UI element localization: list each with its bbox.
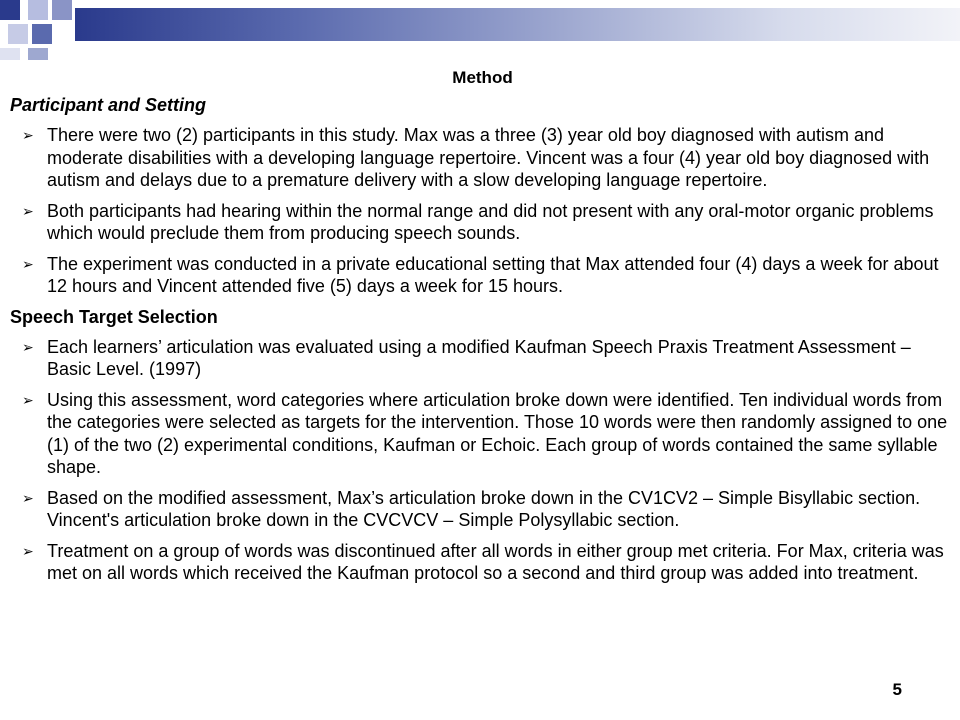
slide-content: [10, 68, 955, 593]
bullet-text: Based on the modified assessment, Max’s articulation broke down in the CV1CV2 – Simple Bisyllabic section. Vincent's articulation broke down in the CVCVCV – Simple Polysyllabic section.: [47, 487, 921, 530]
section-heading-speech-target: Speech Target Selection: [10, 306, 218, 327]
list-item: [10, 253, 955, 298]
arrow-bullet-icon: ➢: [22, 127, 34, 143]
list-item: [10, 336, 955, 381]
bullet-text: There were two (2) participants in this study. Max was a three (3) year old boy diagnosed with autism and moderate disabilities with a developing language repertoire. Vincent was a four (4) year old boy diagnosed with autism and delays due to a premature delivery with a slow developing language repertoire.: [47, 125, 930, 190]
participant-bullet-list: [10, 124, 955, 298]
header-gradient-bar: [75, 8, 960, 41]
arrow-bullet-icon: ➢: [22, 542, 34, 559]
arrow-bullet-icon: ➢: [22, 255, 34, 272]
bullet-text: Treatment on a group of words was discontinued after all words in either group met criteria. For Max, criteria was met on all words which received the Kaufman protocol so a second and third group was added into treatment.: [47, 540, 944, 583]
header-square-2: [28, 0, 48, 20]
header-square-4: [8, 24, 28, 44]
arrow-bullet-icon: ➢: [22, 202, 34, 219]
slide-title: Method: [452, 68, 513, 87]
list-item: [10, 389, 955, 479]
header-square-3: [52, 0, 72, 20]
header-square-1: [0, 0, 20, 20]
bullet-text: Using this assessment, word categories where articulation broke down were identified. Ten individual words from the categories were selected as targets for the intervention. Those 10 words were then randomly assigned to one (1) of the two (2) experimental conditions, Kaufman or Echoic. Each group of words contained the same syllable shape.: [47, 389, 948, 477]
bullet-text: The experiment was conducted in a private educational setting that Max attended four (4) days a week for about 12 hours and Vincent attended five (5) days a week for 15 hours.: [47, 253, 939, 296]
list-item: [10, 487, 955, 532]
list-item: [10, 540, 955, 585]
bullet-text: Both participants had hearing within the normal range and did not present with any oral-motor organic problems which would preclude them from producing speech sounds.: [47, 200, 934, 243]
section-heading-participant-setting: Participant and Setting: [10, 95, 207, 115]
header-square-7: [28, 48, 48, 60]
header-square-6: [0, 48, 20, 60]
list-item: [10, 200, 955, 245]
header-square-5: [32, 24, 52, 44]
arrow-bullet-icon: ➢: [22, 391, 34, 408]
page-number: 5: [892, 680, 902, 699]
list-item: [10, 124, 955, 192]
arrow-bullet-icon: ➢: [22, 489, 34, 506]
bullet-text: Each learners’ articulation was evaluated using a modified Kaufman Speech Praxis Treatment Assessment – Basic Level. (1997): [47, 336, 911, 379]
speech-target-bullet-list: [10, 336, 955, 585]
arrow-bullet-icon: ➢: [22, 338, 34, 355]
